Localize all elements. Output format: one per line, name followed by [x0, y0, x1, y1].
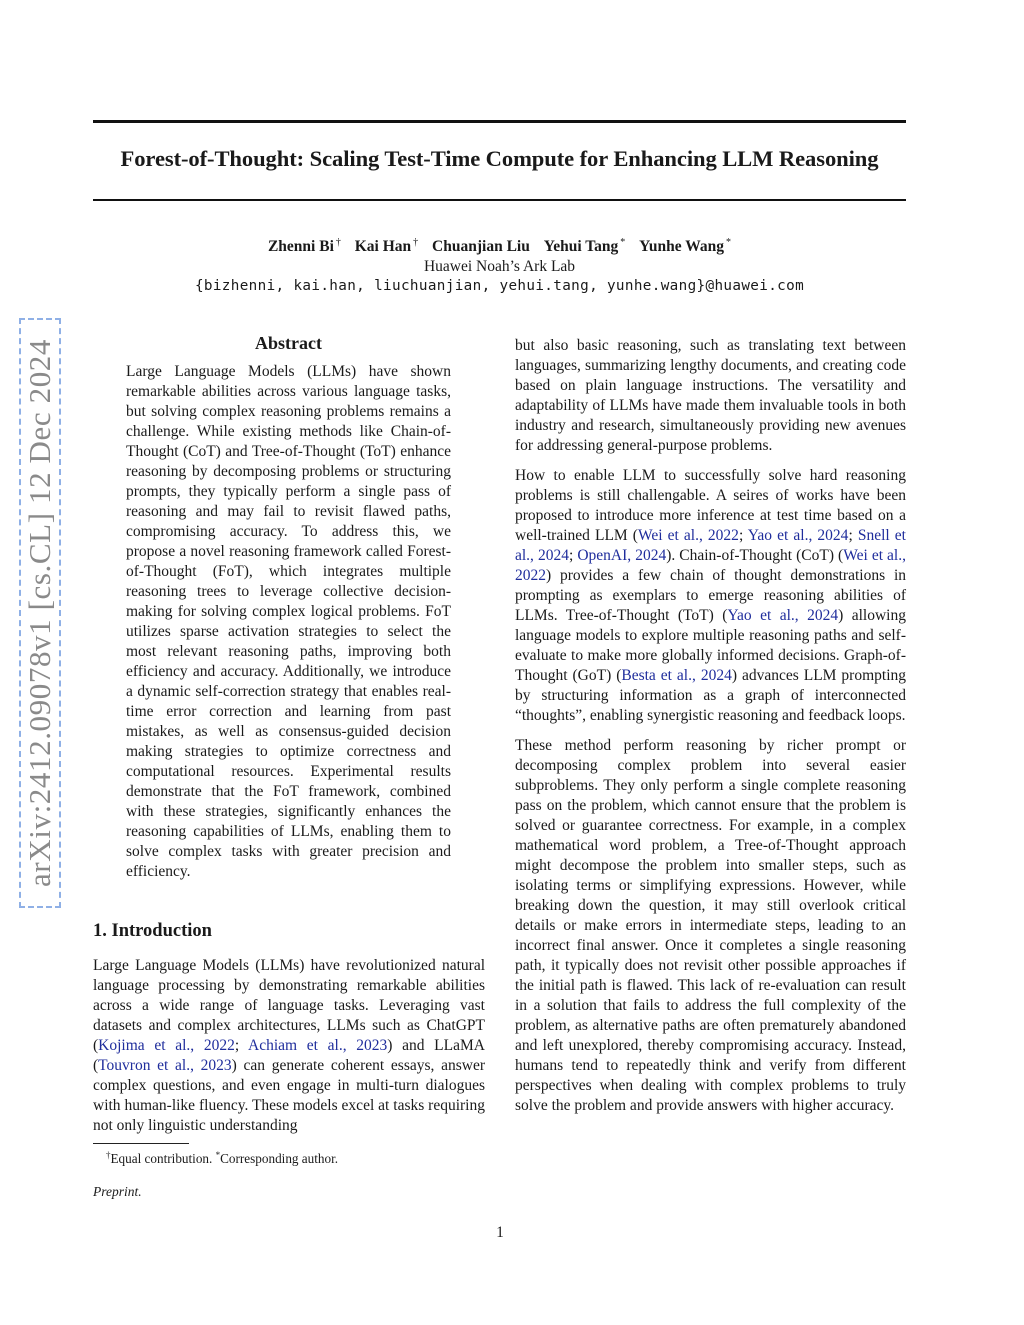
text-run: How to enable LLM to successfully solve hard reasoning problems is still challengable. A seires of works have been proposed to introduce more inference at test time based on a well-trained LLM ( [515, 467, 906, 544]
citation-link[interactable]: OpenAI, 2024 [577, 547, 667, 564]
affiliation: Huawei Noah’s Ark Lab [423, 258, 576, 275]
author-name: Chuanjian Liu [432, 238, 530, 255]
citation-link[interactable]: Yao et al., 2024 [727, 607, 839, 624]
author-mark: * [726, 237, 732, 248]
footnote-text: Corresponding author. [220, 1151, 339, 1166]
citation-link[interactable]: Wei et al., 2022 [637, 527, 739, 544]
abstract-body: Large Language Models (LLMs) have shown remarkable abilities across various language tasks, but solving complex reasoning problems remains a challenge. While existing methods like Chain-of-Thought (CoT) and Tree-of-Thought (ToT) enhance reasoning by decomposing problems or structuring prompts, they typically perform a single pass of reasoning and may fail to revisit flawed paths, compromising accuracy. To address this, we propose a novel reasoning framework called Forest-of-Thought (FoT), which integrates multiple reasoning trees to leverage collective decision-making for solving complex logical problems. FoT utilizes sparse activation strategies to select the most relevant reasoning paths, improving both efficiency and accuracy. Additionally, we introduce a dynamic self-correction strategy that enables real-time error correction and learning from past mistakes, as well as consensus-guided decision making strategies to optimize correctness and computational resources. Experimental results demonstrate that the FoT framework, combined with these strategies, significantly enhances the reasoning capabilities of LLMs, enabling them to solve complex tasks with greater precision and efficiency. [126, 363, 451, 880]
author-mark: † [335, 237, 341, 248]
author-name: Yehui Tang [543, 238, 619, 255]
section-heading-introduction: 1. Introduction [93, 921, 212, 941]
text-run: ) and LLaMA ( [93, 1037, 485, 1074]
citation-link[interactable]: Touvron et al., 2023 [98, 1057, 232, 1074]
author-emails: {bizhenni, kai.han, liuchuanjian, yehui.tang, yunhe.wang}@huawei.com [194, 278, 805, 294]
citation-link[interactable]: Besta et al., 2024 [621, 667, 732, 684]
footnote [106, 1150, 338, 1167]
paper-title: Forest-of-Thought: Scaling Test-Time Compute for Enhancing LLM Reasoning [120, 146, 879, 171]
author-name: Zhenni Bi [267, 238, 334, 255]
author-name: Yunhe Wang [639, 238, 725, 255]
text-run: ) advances LLM prompting by structuring information as a graph of interconnected “thoughts”, enabling synergistic reasoning and feedback loops. [515, 667, 906, 724]
text-run: ) allowing language models to explore multiple reasoning paths and self-evaluate to make more globally informed decisions. Graph-of-Thought (GoT) ( [515, 607, 906, 684]
author [432, 238, 530, 255]
author [355, 238, 418, 255]
author-list [93, 237, 906, 256]
footnote-mark: * [215, 1150, 221, 1160]
citation-link[interactable]: Yao et al., 2024 [747, 527, 849, 544]
footnote-rule [93, 1143, 189, 1144]
author-mark: * [620, 237, 626, 248]
intro-paragraph-continued: but also basic reasoning, such as translating text between languages, summarizing lengthy documents, and creating code based on plain language instructions. The versatility and adaptability of LLMs have made them invaluable tools in both industry and research, simultaneously providing new avenues for addressing general-purpose problems. [515, 337, 906, 454]
citation-link[interactable]: Snell et al., 2024 [515, 527, 906, 564]
text-run: ). Chain-of-Thought (CoT) ( [666, 547, 844, 564]
text-run: Large Language Models (LLMs) have revolutionized natural language processing by demonstrating remarkable abilities across a wide range of language tasks. Leveraging vast datasets and complex architectures, LLMs such as ChatGPT ( [93, 957, 485, 1054]
text-run: ) provides a few chain of thought demonstrations in prompting as exemplars to emerge reasoning abilities of LLMs. Tree-of-Thought (ToT) ( [515, 567, 906, 624]
text-run: ; [568, 547, 578, 564]
footnote-text: Equal contribution. [110, 1151, 216, 1166]
abstract-heading: Abstract [255, 333, 322, 353]
text-run: ; [234, 1037, 248, 1054]
right-column [515, 336, 906, 1126]
intro-paragraph [93, 956, 485, 1136]
text-run: ) can generate coherent essays, answer complex questions, and even engage in multi-turn dialogues with human-like fluency. These models excel at tasks requiring not only linguistic understanding [93, 1057, 485, 1134]
page-number: 1 [496, 1224, 504, 1241]
footnote-mark: † [106, 1150, 111, 1160]
author [639, 238, 731, 255]
title-top-rule [93, 120, 906, 123]
intro-paragraph: These method perform reasoning by richer prompt or decomposing complex problem into several easier subproblems. They only perform a single complete reasoning pass on the problem, which cannot ensure that the problem is solved or guarantee correctness. For example, in a complex mathematical word problem, a Tree-of-Thought approach might decompose the problem into smaller steps, such as isolating terms or simplifying expressions. However, while breaking down the question, it may still overlook critical details or make errors in intermediate steps, leading to an incorrect final answer. Once it completes a single reasoning path, it typically does not revisit other possible approaches if the initial path is flawed. This lack of re-evaluation can result in a solution that fails to address the full complexity of the problem, as alternative paths are often prematurely abandoned and left unexplored, thereby compromising accuracy. Instead, humans tend to repeatedly think and verify from different perspectives when dealing with complex problems to truly solve the problem and provide answers with higher accuracy. [515, 737, 906, 1114]
author-name: Kai Han [354, 238, 412, 255]
citation-link[interactable]: Kojima et al., 2022 [98, 1037, 235, 1054]
text-run: ; [848, 527, 858, 544]
arxiv-identifier[interactable]: arXiv:2412.09078v1 [cs.CL] 12 Dec 2024 [22, 339, 57, 887]
text-run: ; [738, 527, 748, 544]
intro-paragraph [515, 466, 906, 726]
citation-link[interactable]: Wei et al., 2022 [515, 547, 906, 584]
citation-link[interactable]: Achiam et al., 2023 [248, 1037, 388, 1054]
author [544, 238, 626, 255]
author [268, 238, 341, 255]
author-mark: † [413, 237, 419, 248]
preprint-label: Preprint. [93, 1184, 142, 1199]
title-bottom-rule [93, 199, 906, 201]
